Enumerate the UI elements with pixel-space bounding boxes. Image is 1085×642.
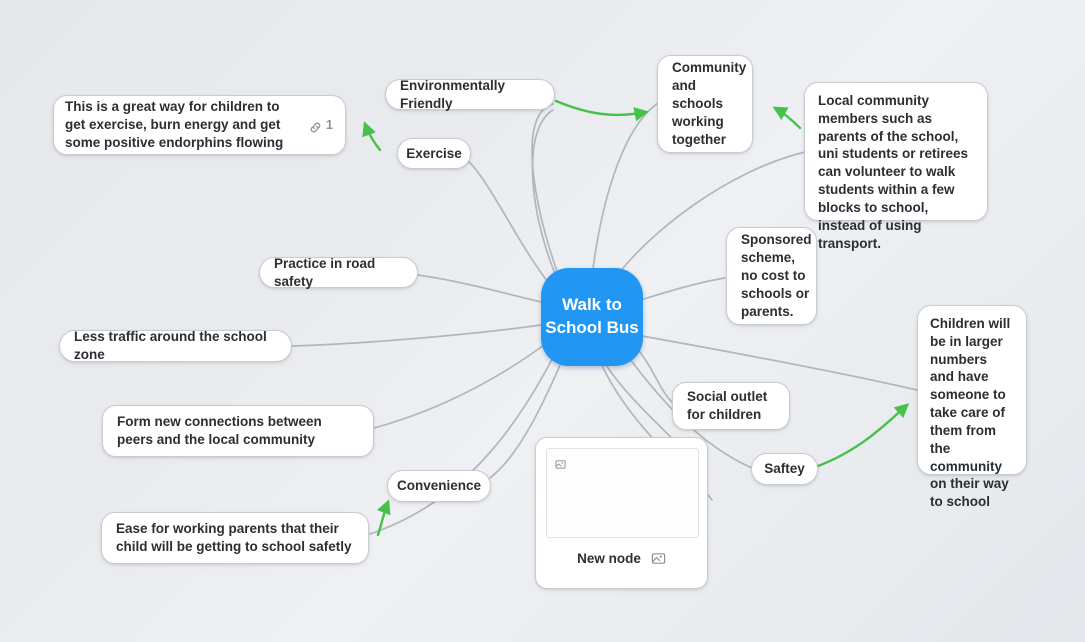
image-icon[interactable] bbox=[651, 551, 666, 566]
node-label: Practice in road safety bbox=[274, 255, 376, 289]
image-caption bbox=[546, 551, 697, 566]
root-node-label: Walk to School Bus bbox=[545, 295, 639, 337]
node-label: Sponsored scheme, no cost to schools or parents. bbox=[741, 232, 812, 319]
node-label: Convenience bbox=[396, 478, 482, 494]
node-label: Children will be in larger numbers and have someone to take care of them from the community on their way to school bbox=[930, 316, 1011, 510]
broken-image-icon bbox=[555, 457, 566, 468]
node-social-outlet[interactable] bbox=[672, 382, 790, 430]
node-label: Saftey bbox=[764, 461, 805, 477]
node-label: Exercise bbox=[406, 145, 462, 161]
node-ease-working-parents[interactable] bbox=[101, 512, 369, 564]
node-label: Ease for working parents that their child will be getting to school safetly bbox=[116, 521, 352, 554]
image-placeholder bbox=[546, 448, 699, 538]
root-node[interactable] bbox=[541, 268, 643, 366]
node-label: Social outlet for children bbox=[687, 389, 768, 422]
node-community-schools[interactable] bbox=[657, 55, 753, 153]
node-environmentally-friendly[interactable] bbox=[385, 79, 555, 110]
node-label: Environmentally Friendly bbox=[400, 77, 506, 111]
note-count[interactable] bbox=[299, 117, 333, 134]
node-endorphins[interactable] bbox=[53, 95, 346, 155]
node-practice-road-safety[interactable] bbox=[259, 257, 418, 288]
node-local-community-members[interactable] bbox=[804, 82, 988, 251]
node-label: Form new connections between peers and the local community bbox=[117, 414, 322, 447]
node-form-new-connections[interactable] bbox=[102, 405, 374, 457]
node-less-traffic[interactable] bbox=[59, 330, 292, 362]
node-convenience[interactable] bbox=[387, 470, 491, 502]
node-label: Local community members such as parents of the school, uni students or retirees can volunteer to walk students within a few blocks to school, instead of using transport. bbox=[818, 93, 969, 251]
node-label: Less traffic around the school zone bbox=[74, 329, 267, 362]
node-label: Community and schools working together bbox=[672, 60, 747, 147]
node-children-larger-numbers[interactable] bbox=[917, 305, 1027, 510]
node-new-image[interactable] bbox=[535, 437, 708, 589]
node-saftey[interactable] bbox=[751, 453, 818, 485]
node-exercise[interactable] bbox=[397, 138, 471, 169]
node-sponsored-scheme[interactable] bbox=[726, 227, 817, 325]
node-label: This is a great way for children to get exercise, burn energy and get some positive endorphins flowing bbox=[65, 99, 284, 150]
note-count-value: 1 bbox=[326, 117, 333, 132]
image-caption-label: New node bbox=[577, 551, 641, 566]
link-icon bbox=[309, 121, 322, 134]
